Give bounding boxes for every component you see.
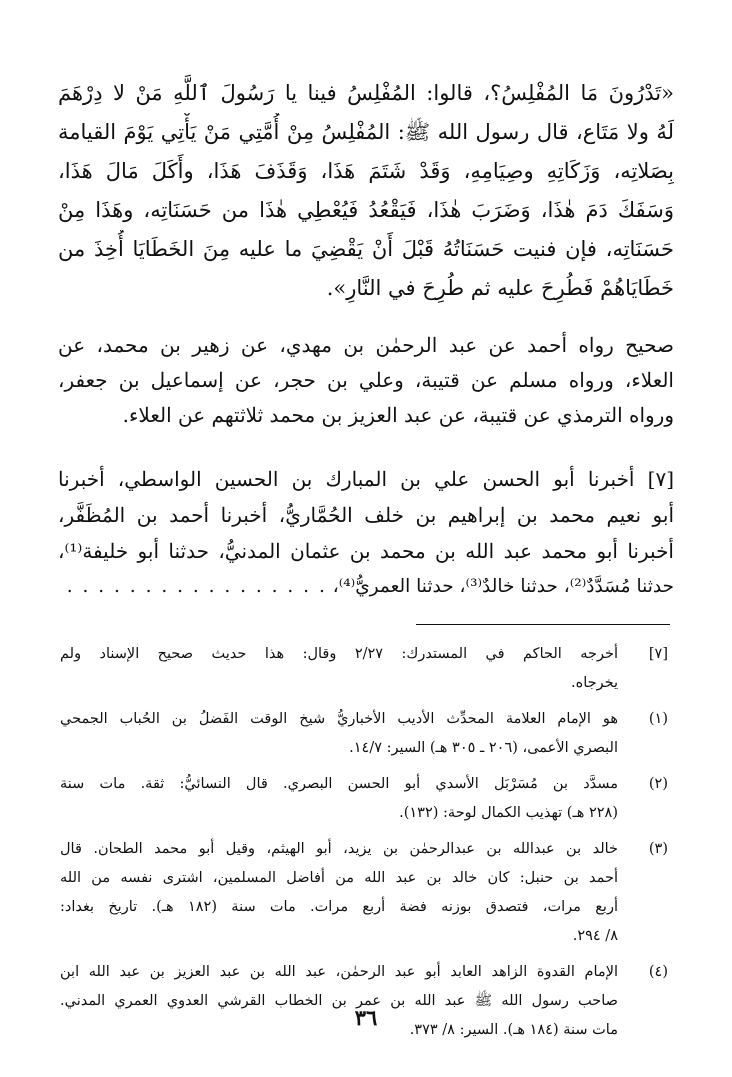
footnote xyxy=(60,705,668,763)
hadith-line: لَهُ ولا مَتَاع، قال رسول الله ﷺ: المُفْلِسُ مِنْ أُمَّتِي مَنْ يَأْتِي يَوْمَ القيامة xyxy=(58,120,674,144)
isnad-line: [٧] أخبرنا أبو الحسن علي بن المبارك بن الحسين الواسطي، أخبرنا xyxy=(58,467,674,491)
footnote xyxy=(60,770,668,828)
footnote-line: البصري الأعمى، (٢٠٦ ـ ٣٠٥ هـ) السير: ١٤/٧. xyxy=(349,740,618,756)
isnad-line-last xyxy=(58,569,674,605)
footnote-line: ٨/ ٢٩٤. xyxy=(572,928,618,944)
hadith-line: بِصَلاتِه، وَزَكَاتِهِ وصِيَامِهِ، وَقَدْ شَتَمَ هَذَا، وَقَذَفَ هَذَا، وأَكَلَ مَالَ هَذَا، xyxy=(58,159,674,183)
footnote xyxy=(60,640,668,698)
hadith-line: خَطَايَاهُمْ فَطُرِحَ عليه ثم طُرِحَ في النَّارِ». xyxy=(326,276,674,300)
hadith-line: «تَدْرُونَ مَا المُفْلِسُ؟، قالوا: المُفْلِسُ فينا يا رَسُولَ ٱللَّهِ مَنْ لا دِرْهَمَ xyxy=(58,81,674,105)
footnote-marker: (١) xyxy=(648,711,668,727)
footnote-line: الإمام القدوة الزاهد العابد أبو عبد الرحمٰن، عبد الله بن عبد العزيز بن عبد الله ابن xyxy=(60,964,618,980)
hadith-line: حَسَنَاتِه، فإن فنيت حَسَنَاتُهُ قَبْلَ أَنْ يَقْضِيَ ما عليه مِنَ الخَطَايَا أُخِذَ من xyxy=(58,237,674,261)
main-text xyxy=(58,74,674,605)
footnote-line: هو الإمام العلامة المحدِّث الأديب الأخباريُّ شيخ الوقت الفَضلُ بن الحُباب الجمحي xyxy=(60,711,618,727)
leader-dots: . . . . . . . . . . . . . . . . . xyxy=(66,576,327,597)
footnote-line: (٢٢٨ هـ) تهذيب الكمال لوحة: (١٣٢). xyxy=(399,805,618,821)
footnote-line: صاحب رسول الله ﷺ عبد الله بن عمر بن الخطاب القرشي العدوي العمري المدني. xyxy=(60,993,618,1009)
grading-paragraph xyxy=(58,328,674,433)
footnote-line: مات سنة (١٨٤ هـ). السير: ٨/ ٣٧٣. xyxy=(409,1022,618,1038)
isnad-paragraph xyxy=(58,461,674,605)
footnote-marker: (٣) xyxy=(648,841,668,857)
footnote-line: أحمد بن حنبل: كان خالد بن عبد الله من أفاضل المسلمين، اشترى نفسه من الله xyxy=(60,870,618,886)
footnote-marker: (٤) xyxy=(648,964,668,980)
footnote-line: أربع مرات، فتصدق بوزنه فضة أربع مرات. مات سنة (١٨٢ هـ). تاريخ بغداد: xyxy=(60,899,618,915)
footnote-line: خالد بن عبدالله بن عبدالرحمٰن بن يزيد، أبو الهيثم، وقيل أبو محمد الطحان. قال xyxy=(60,841,618,857)
grading-line: العلاء، ورواه مسلم عن قتيبة، وعلي بن حجر، عن إسماعيل بن جعفر، xyxy=(58,368,674,392)
footnote-marker: (٢) xyxy=(648,776,668,792)
isnad-line: أخبرنا أبو محمد عبد الله بن محمد بن عثمان المدنيُّ، حدثنا أبو خليفة⁽¹⁾، xyxy=(58,539,674,563)
footnote xyxy=(60,835,668,951)
hadith-line: وَسَفَكَ دَمَ هٰذَا، وَضَرَبَ هٰذَا، فَيَقْعُدُ فَيُعْطِي هٰذَا من حَسَنَاتِه، وهَذَا مِنْ xyxy=(58,198,674,222)
grading-line: ورواه الترمذي عن قتيبة، عن عبد العزيز بن محمد ثلاثتهم عن العلاء. xyxy=(122,403,674,427)
page-number: ٣٦ xyxy=(354,1005,378,1030)
isnad-line: أبو نعيم محمد بن إبراهيم بن خلف الحُمَّاريُّ، أخبرنا أحمد بن المُظَفَّر، xyxy=(58,503,674,527)
footnotes xyxy=(60,640,668,1052)
footnote-line: يخرجاه. xyxy=(571,675,618,691)
footnote-separator xyxy=(416,624,670,625)
footnote-marker: [٧] xyxy=(648,646,668,662)
hadith-paragraph xyxy=(58,74,674,308)
footnote xyxy=(60,958,668,1045)
footnote-line: أخرجه الحاكم في المستدرك: ٢/٢٧ وقال: هذا حديث صحيح الإسناد ولم xyxy=(60,646,618,662)
grading-line: صحيح رواه أحمد عن عبد الرحمٰن بن مهدي، عن زهير بن محمد، عن xyxy=(58,333,674,357)
isnad-last-text: حدثنا مُسَدَّدٌ⁽²⁾، حدثنا خالدٌ⁽³⁾، حدثنا العمريُّ⁽⁴⁾، xyxy=(332,576,674,597)
footnote-line: مسدَّد بن مُسَرْبَل الأسدي أبو الحسن البصري. قال النسائيُّ: ثقة. مات سنة xyxy=(60,776,618,792)
